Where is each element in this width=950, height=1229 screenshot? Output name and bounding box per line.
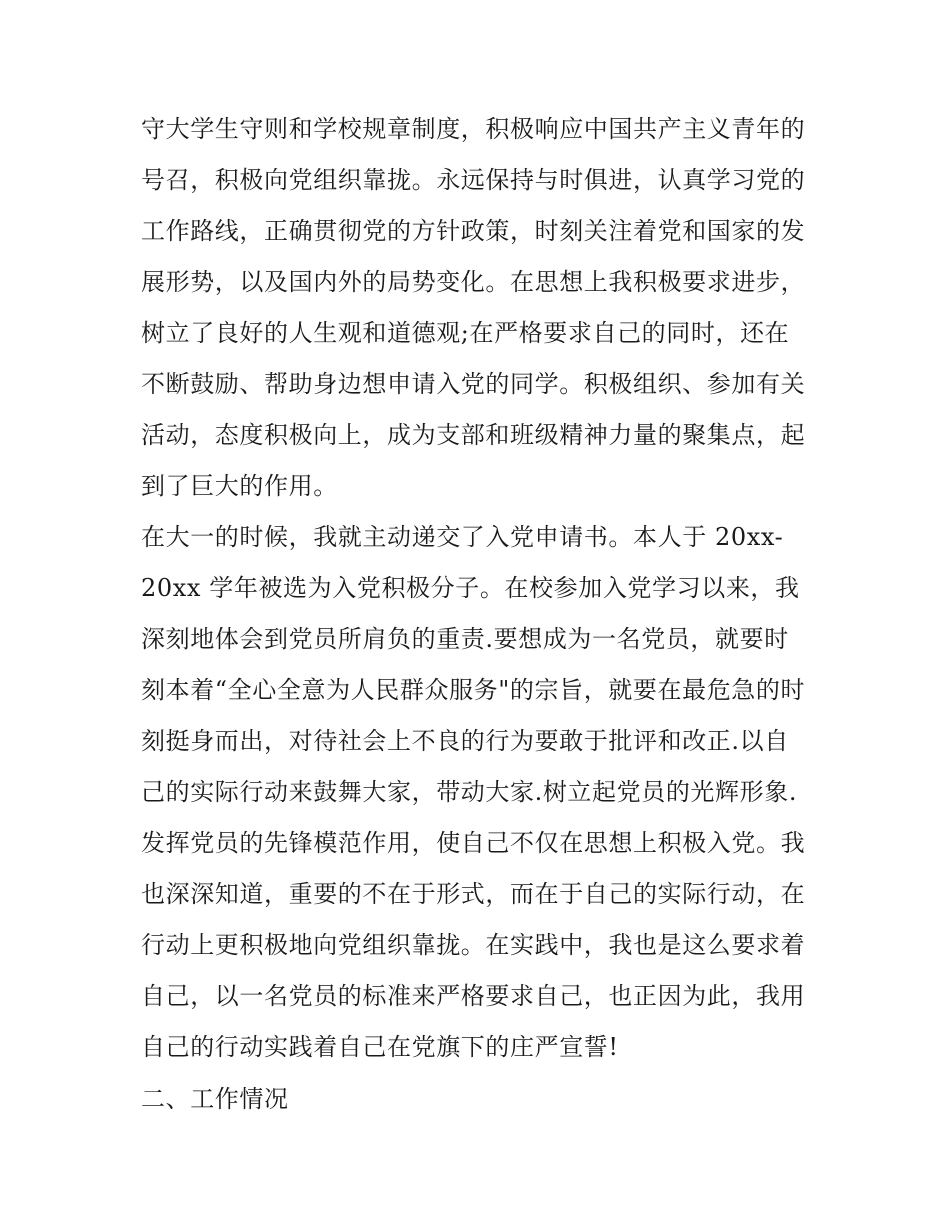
paragraph-line: 己的实际行动来鼓舞大家，带动大家.树立起党员的光辉形象. (141, 778, 798, 806)
paragraph-line: 也深深知道，重要的不在于形式，而在于自己的实际行动，在 (141, 880, 806, 908)
paragraph-line: 树立了良好的人生观和道德观;在严格要求自己的同时，还在 (141, 319, 790, 347)
paragraph-line: 工作路线，正确贯彻党的方针政策，时刻关注着党和国家的发 (141, 217, 806, 245)
paragraph-line: 在大一的时候，我就主动递交了入党申请书。本人于 20xx- (141, 523, 784, 551)
paragraph-line: 20xx 学年被选为入党积极分子。在校参加入党学习以来，我 (141, 574, 800, 602)
paragraph-1 (141, 104, 821, 512)
section-heading-text: 二、工作情况 (141, 1085, 289, 1113)
paragraph-line: 守大学生守则和学校规章制度，积极响应中国共产主义青年的 (141, 115, 806, 143)
paragraph-line: 深刻地体会到党员所肩负的重责.要想成为一名党员，就要时 (141, 625, 789, 653)
paragraph-2 (141, 512, 821, 1073)
paragraph-line: 展形势，以及国内外的局势变化。在思想上我积极要求进步， (141, 268, 806, 296)
paragraph-line: 号召，积极向党组织靠拢。永远保持与时俱进，认真学习党的 (141, 166, 806, 194)
paragraph-line: 发挥党员的先锋模范作用，使自己不仅在思想上积极入党。我 (141, 829, 806, 857)
paragraph-line: 刻本着“全心全意为人民群众服务"的宗旨，就要在最危急的时 (141, 676, 806, 704)
paragraph-line: 活动，态度积极向上，成为支部和班级精神力量的聚集点，起 (141, 421, 806, 449)
paragraph-line: 行动上更积极地向党组织靠拢。在实践中，我也是这么要求着 (141, 931, 806, 959)
section-heading (141, 1074, 821, 1125)
paragraph-line: 到了巨大的作用。 (141, 472, 338, 500)
paragraph-line: 自己，以一名党员的标准来严格要求自己，也正因为此，我用 (141, 982, 806, 1010)
paragraph-line: 不断鼓励、帮助身边想申请入党的同学。积极组织、参加有关 (141, 370, 806, 398)
paragraph-line: 自己的行动实践着自己在党旗下的庄严宣誓! (141, 1033, 619, 1061)
paragraph-line: 刻挺身而出，对待社会上不良的行为要敢于批评和改正.以自 (141, 727, 789, 755)
